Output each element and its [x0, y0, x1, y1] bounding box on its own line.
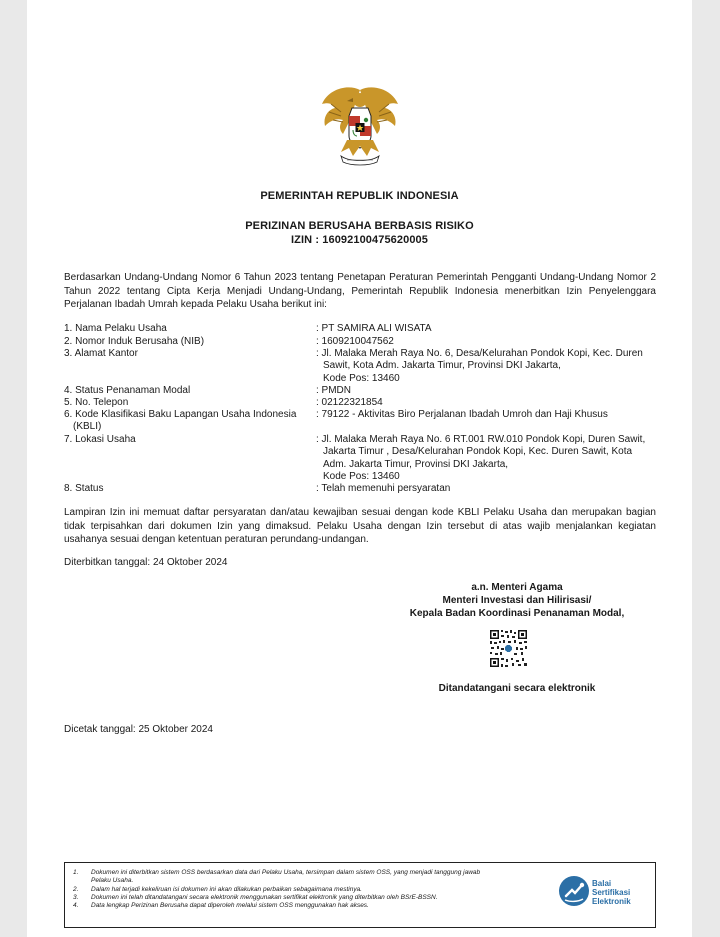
bsre-logo-line: Elektronik: [592, 897, 631, 906]
field-label: 5. No. Telepon: [64, 397, 129, 408]
field-value-continuation: Kode Pos: 13460: [323, 372, 400, 384]
field-value-continuation: Adm. Jakarta Timur, Provinsi DKI Jakarta,: [323, 458, 509, 470]
field-label: 1. Nama Pelaku Usaha: [64, 323, 167, 334]
field-value-continuation: Jakarta Timur , Desa/Kelurahan Pondok Kopi, Kec. Duren Sawit, Kota: [323, 446, 633, 458]
government-heading: PEMERINTAH REPUBLIK INDONESIA: [260, 190, 459, 202]
field-value-continuation: Kode Pos: 13460: [323, 471, 400, 483]
field-value: : PMDN: [316, 385, 351, 396]
footer-notes-box: [64, 862, 656, 928]
garuda-emblem-icon: [319, 82, 401, 172]
permit-title: PERIZINAN BERUSAHA BERBASIS RISIKO: [245, 220, 474, 232]
signature-line-1: a.n. Menteri Agama: [471, 582, 563, 593]
document-page: [27, 0, 692, 937]
field-value: : 1609210047562: [316, 336, 394, 347]
field-value-continuation: Sawit, Kota Adm. Jakarta Timur, Provinsi DKI Jakarta,: [323, 360, 561, 372]
field-value: : Telah memenuhi persyaratan: [316, 483, 451, 494]
footer-note-text: Data lengkap Perizinan Berusaha dapat diperoleh melalui sistem OSS menggunakan hak akses.: [91, 902, 369, 910]
footer-note-text: Pelaku Usaha.: [91, 877, 134, 885]
intro-paragraph: Berdasarkan Undang-Undang Nomor 6 Tahun 2023 tentang Penetapan Peraturan Pemerintah Pengganti Undang-Undang Nomor 2 Tahun 2022 tentang Cipta Kerja Menjadi Undang-Undang, Pemerintah Republik Indonesia menerbitkan Izin Penyelenggara Perjalanan Ibadah Umrah kepada Pelaku Usaha berikut ini:: [64, 272, 656, 310]
field-value: : 79122 - Aktivitas Biro Perjalanan Ibadah Umroh dan Haji Khusus: [316, 409, 608, 420]
field-label: 2. Nomor Induk Berusaha (NIB): [64, 336, 205, 347]
field-value: : 02122321854: [316, 397, 383, 408]
signature-line-2: Menteri Investasi dan Hilirisasi/: [442, 595, 592, 606]
attachment-paragraph: Lampiran Izin ini memuat daftar persyaratan dan/atau kewajiban sesuai dengan kode KBLI Pelaku Usaha dan merupakan bagian tidak terpisahkan dari dokumen Izin yang dimaksud. Pelaku Usaha dengan Izin tersebut di atas wajib menjalankan kegiatan usahanya sesuai dengan ketentuan peraturan perundang-undangan.: [64, 507, 656, 545]
field-value: : PT SAMIRA ALI WISATA: [316, 323, 432, 334]
bsre-logo-line: Balai: [592, 879, 612, 888]
bsre-logo-icon: [558, 875, 590, 907]
printed-date: Dicetak tanggal: 25 Oktober 2024: [64, 724, 213, 735]
signature-block: [367, 581, 667, 620]
footer-note: [73, 869, 558, 886]
footer-note-text: Dokumen ini diterbitkan sistem OSS berdasarkan data dari Pelaku Usaha, tersimpan dalam sistem OSS, yang menjadi tanggung jawab: [91, 869, 481, 876]
issued-date: Diterbitkan tanggal: 24 Oktober 2024: [64, 557, 228, 568]
field-value: : Jl. Malaka Merah Raya No. 6, Desa/Kelurahan Pondok Kopi, Kec. Duren: [316, 348, 643, 359]
signature-line-3: Kepala Badan Koordinasi Penanaman Modal,: [409, 608, 625, 619]
permit-number: IZIN : 16092100475620005: [291, 234, 428, 246]
field-label: 3. Alamat Kantor: [64, 348, 138, 359]
bsre-logo: [558, 875, 653, 915]
footer-note-number: 4.: [73, 902, 79, 910]
bsre-logo-line: Sertifikasi: [592, 888, 631, 897]
qr-code-icon: [489, 629, 528, 668]
field-label: 7. Lokasi Usaha: [64, 434, 136, 445]
footer-note: [73, 894, 558, 902]
signed-electronically-note: Ditandatangani secara elektronik: [438, 683, 596, 694]
field-label: 8. Status: [64, 483, 104, 494]
bsre-logo-text: [592, 879, 631, 906]
footer-note-text: Dokumen ini telah ditandatangani secara elektronik menggunakan sertifikat elektronik yang diterbitkan oleh BSrE-BSSN.: [91, 893, 438, 901]
field-value-block: [316, 434, 661, 484]
footer-note-number: 3.: [73, 893, 79, 901]
footer-note-text: Dalam hal terjadi kekeliruan isi dokumen ini akan dilakukan perbaikan sebagaimana mestinya.: [91, 885, 362, 893]
field-value: : Jl. Malaka Merah Raya No. 6 RT.001 RW.010 Pondok Kopi, Duren Sawit,: [316, 434, 646, 445]
footer-note: [73, 902, 558, 910]
field-value-block: [316, 348, 661, 385]
field-label-continuation: (KBLI): [73, 421, 102, 433]
footer-note-number: 2.: [73, 885, 79, 893]
footer-notes-list: [73, 869, 558, 910]
field-label-block: [64, 409, 314, 434]
footer-note-number: 1.: [73, 869, 79, 876]
footer-note: [73, 886, 558, 894]
field-label: 4. Status Penanaman Modal: [64, 385, 191, 396]
field-label: 6. Kode Klasifikasi Baku Lapangan Usaha Indonesia: [64, 409, 297, 420]
